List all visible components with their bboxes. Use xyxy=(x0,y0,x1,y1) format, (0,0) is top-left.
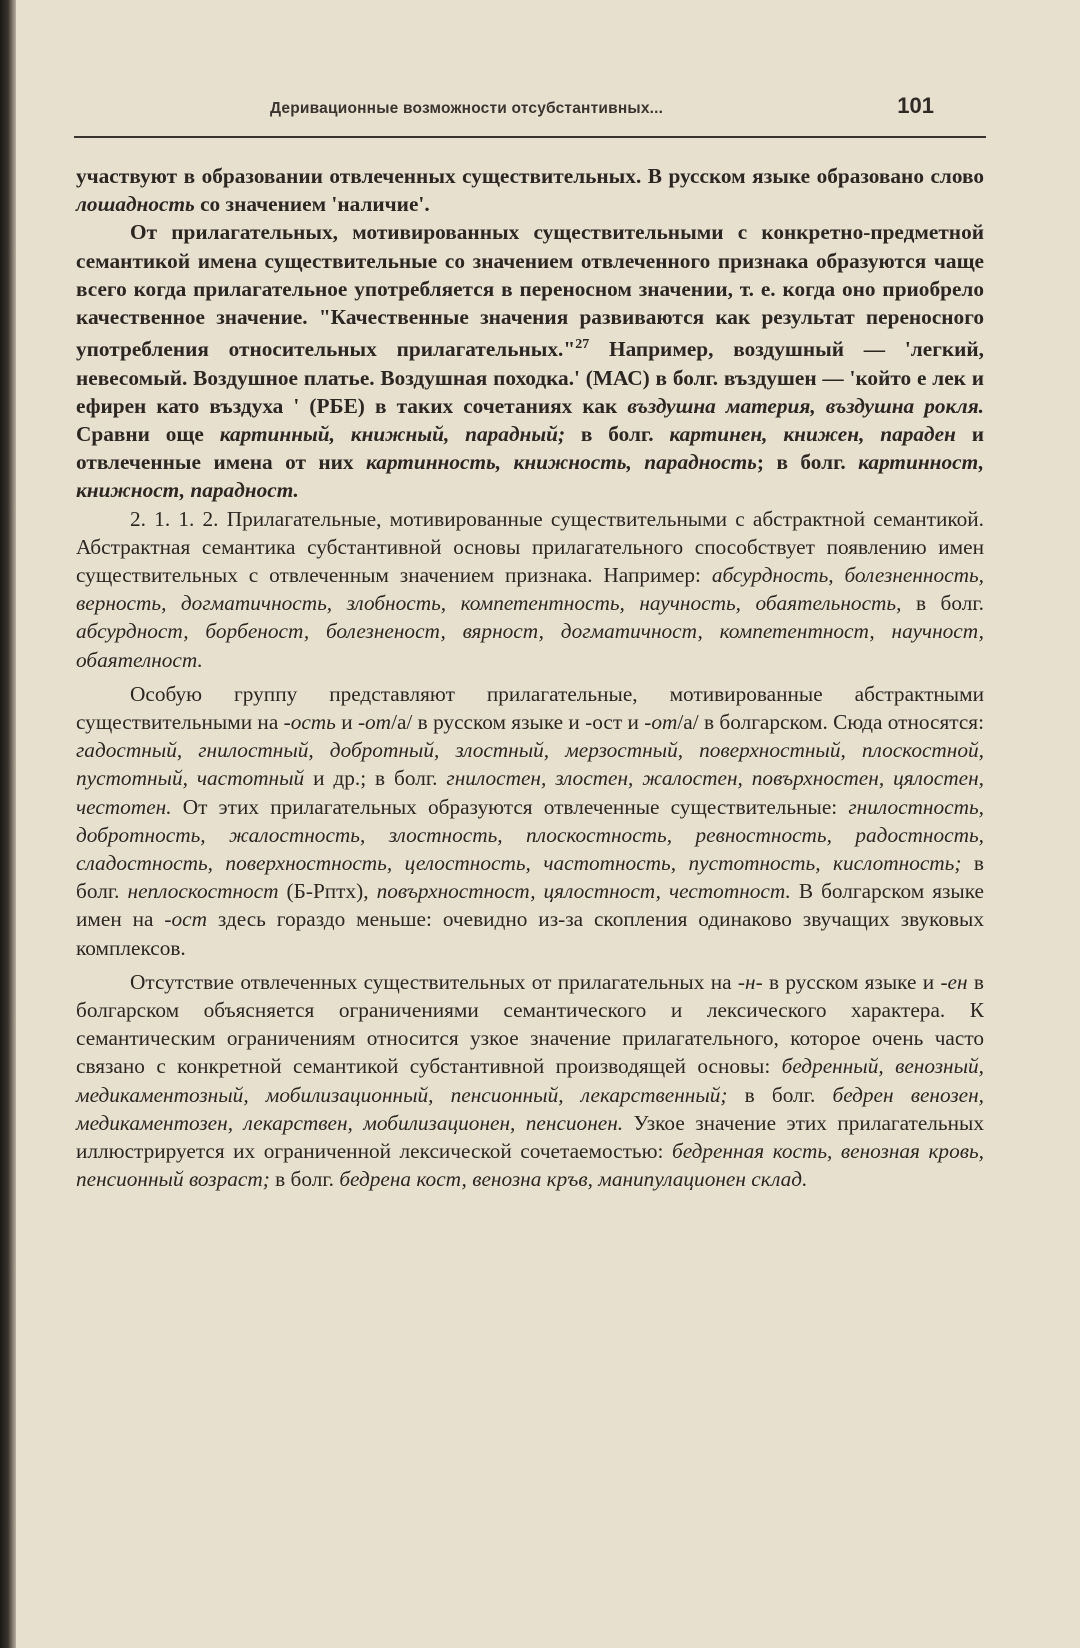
text-segment: и xyxy=(335,709,358,734)
paragraph-4 xyxy=(76,680,984,962)
text-segment: -от xyxy=(357,709,392,734)
text-segment: картинный, книжный, парадный; xyxy=(219,421,566,446)
text-segment: в русском языке и xyxy=(762,969,941,994)
body-text xyxy=(76,162,984,1193)
text-segment: картинность, книжность, парадность xyxy=(366,450,757,475)
text-segment: повърхностност, цялостност, честотност. xyxy=(376,879,791,904)
page-header xyxy=(74,92,986,138)
text-segment: в болг. xyxy=(565,421,670,446)
paragraph-1 xyxy=(76,162,984,218)
text-segment: бедренная кость, венозная кровь, пенсионный возраст; xyxy=(76,1139,984,1192)
text-segment: Отсутствие отвлеченных существительных от прилагательных на - xyxy=(130,969,745,994)
text-segment: В болгарском языке имен на xyxy=(76,879,985,932)
text-segment: в болг. xyxy=(901,591,984,616)
text-segment: Узкое значение этих прилагательных иллюстрируется их ограниченной лексической сочетаемостью: xyxy=(76,1110,984,1163)
text-segment: От этих прилагательных образуются отвлеченные существительные: xyxy=(171,794,849,819)
text-segment: От прилагательных, мотивированных существительными с конкретно-предметной семантикой имена существительные со значением отвлеченного признака образуются чаще всего когда прилагательное употребляется в переносном значении, т. е. когда оно приобрело качественное значение. "Качественные значения развиваются как результат переносного употребления относительных прилагательных." xyxy=(76,220,984,362)
text-segment: Например, воздушный — 'легкий, невесомый. Воздушное платье. Воздушная походка.' (МАС) в болг. въздушен — 'който е лек и ефирен като въздуха ' (РБЕ) в таких сочетаниях как xyxy=(76,337,985,418)
text-segment: картинност, книжност, парадност. xyxy=(76,450,985,503)
text-segment: участвуют в образовании отвлеченных существительных. В русском языке образовано слово xyxy=(76,164,984,188)
text-segment: лошадность xyxy=(76,192,195,217)
page-number: 101 xyxy=(897,93,934,118)
text-segment: и отвлеченные имена от них xyxy=(76,421,984,475)
text-segment: в болг. xyxy=(76,850,984,904)
text-segment: здесь гораздо меньше: очевидно из-за скопления одинаково звучащих звуковых комплексов. xyxy=(76,907,984,960)
paragraph-2 xyxy=(76,218,984,504)
text-segment: Особую группу представляют прилагательные, мотивированные абстрактными существительными на xyxy=(76,681,984,734)
text-segment: гнилостен, злостен, жалостен, повърхностен, цялостен, честотен. xyxy=(76,766,984,819)
text-segment: неплоскостност xyxy=(127,879,279,904)
text-segment: бедрена кост, венозна кръв, манипулационен склад. xyxy=(339,1167,808,1192)
text-segment: /а/ в болгарском. Сюда относятся: xyxy=(677,709,985,734)
text-segment: со значением 'наличие'. xyxy=(194,192,430,217)
text-segment: Сравни още xyxy=(76,421,220,446)
text-segment: гадостный, гнилостный, добротный, злостный, мерзостный, поверхностный, плоскостной, пустотный, частотный xyxy=(76,738,984,791)
text-segment: /а/ в русском языке и -ост и xyxy=(391,709,645,734)
text-segment: бедренный, венозный, медикаментозный, мобилизационный, пенсионный, лекарственный; xyxy=(76,1054,984,1107)
text-segment: -от xyxy=(644,709,678,734)
text-segment: -ост xyxy=(164,907,207,932)
text-segment: 2. 1. 1. 2. Прилагательные, мотивированные существительными с абстрактной семантикой. Абстрактная семантика субстантивной основы прилагательного способствует появлению имен существительных с отвлеченным значением признака. Например: xyxy=(76,506,984,587)
paragraph-3 xyxy=(76,505,984,674)
text-segment: (Б-Рптх), xyxy=(278,879,377,904)
running-title: Деривационные возможности отсубстантивных... xyxy=(270,100,664,117)
text-segment: въздушна материя, въздушна рокля. xyxy=(627,393,985,418)
text-segment: -ость xyxy=(283,709,336,734)
text-segment: в болг. xyxy=(727,1082,833,1107)
text-segment: в болг. xyxy=(269,1167,340,1192)
book-spine-shadow xyxy=(0,0,16,1648)
text-segment: гнилостность, добротность, жалостность, злостность, плоскостность, ревностность, радостность, сладостность, поверхностность, целостность, частотность, пустотность, кислотность; xyxy=(76,794,984,875)
text-segment: н- xyxy=(745,969,763,994)
text-segment: -ен xyxy=(940,969,968,994)
text-segment: бедрен венозен, медикаментозен, лекарствен, мобилизационен, пенсионен. xyxy=(76,1082,984,1135)
text-segment: и др.; в болг. xyxy=(304,766,447,791)
text-segment: картинен, книжен, параден xyxy=(669,421,956,446)
text-segment: абсурдност, борбеност, болезненост, вярност, догматичност, компетентност, научност, обаятелност. xyxy=(76,619,984,672)
paragraph-5 xyxy=(76,968,984,1194)
text-segment: 27 xyxy=(575,337,590,353)
text-segment: в болгарском объясняется ограничениями семантического и лексического характера. К семантическим ограничениям относится узкое значение прилагательного, которое очень часто связано с конкретной семантикой субстантивной производящей основы: xyxy=(76,969,984,1079)
text-segment: абсурдность, болезненность, верность, догматичность, злобность, компетентность, научность, обаятельность, xyxy=(76,562,984,616)
text-segment: ; в болг. xyxy=(756,450,859,475)
